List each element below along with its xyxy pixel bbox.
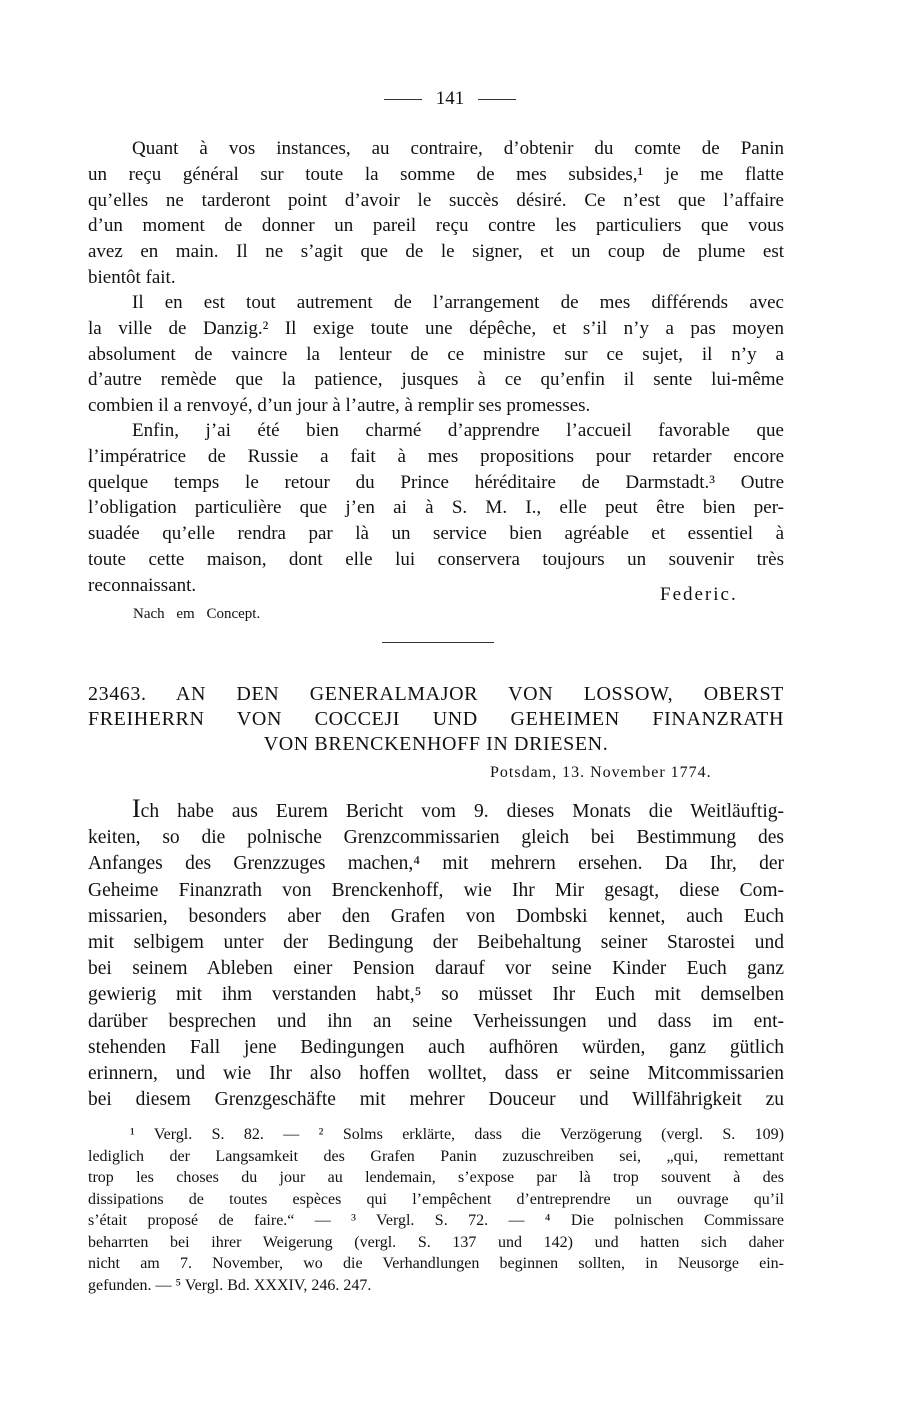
title-line: 23463. AN DEN GENERALMAJOR VON LOSSOW, OBERST [88,683,784,705]
page-number: 141 [435,88,465,109]
footnote-line: lediglich der Langsamkeit des Grafen Panin zuzuschreiben sei, „qui, remettant [88,1147,784,1165]
title-line: VON BRENCKENHOFF IN DRIESEN. [263,733,609,755]
footnote-line: s’était proposé de faire.“ — ³ Vergl. S. 72. — ⁴ Die polnischen Commissare [88,1212,784,1229]
text-line: Quant à vos instances, au contraire, d’obtenir du comte de Panin [132,138,784,159]
place-date: Potsdam, 13. November 1774. [490,764,712,781]
text-line: bientôt fait. [88,266,176,288]
text-line: Enfin, j’ai été bien charmé d’apprendre l’accueil favorable que [132,420,784,441]
text-line: d’un moment de donner un pareil reçu contre les particuliers que vous [88,215,784,237]
text-line: l’impératrice de Russie a fait à mes propositions pour retarder encore [88,445,784,467]
header-dash-left [384,99,422,100]
text-line: la ville de Danzig.² Il exige toute une dépêche, et s’il n’y a pas moyen [88,317,784,339]
text-line: toute cette maison, dont elle lui conservera toujours un souvenir très [88,548,784,570]
text-line: Geheime Finanzrath von Brenckenhoff, wie Ihr Mir gesagt, diese Com- [88,879,784,901]
footnote-line: ¹ Vergl. S. 82. — ² Solms erklärte, dass die Verzögerung (vergl. S. 109) [130,1126,784,1143]
letter1-paragraph-3 [88,418,784,599]
text-line: mit selbigem unter der Bedingung der Beibehaltung seiner Starostei und [88,932,784,954]
letter2-body [88,796,784,1113]
text-line: avez en main. Il ne s’agit que de le signer, et un coup de plume est [88,241,784,263]
footnotes [88,1124,784,1296]
header-dash-right [478,99,516,100]
text-line: Ich habe aus Eurem Bericht vom 9. dieses Monats die Weitläuftig- [132,794,784,823]
letter1-paragraph-1 [88,136,784,291]
text-line: Il en est tout autrement de l’arrangement de mes différends avec [132,292,784,313]
footnote-line: trop les choses du jour au lendemain, s’expose par là trop souvent à des [88,1169,784,1186]
footnote-line: beharrten bei ihrer Weigerung (vergl. S. 137 und 142) und hatten sich daher [88,1233,784,1251]
text-line: bei diesem Grenzgeschäfte mit mehrer Douceur und Willfährigkeit zu [88,1089,784,1111]
text-line: un reçu général sur toute la somme de mes subsides,¹ je me flatte [88,163,784,185]
footnote-line: nicht am 7. November, wo die Verhandlungen beginnen sollten, in Neusorge ein- [88,1255,784,1272]
text-line: keiten, so die polnische Grenzcommissarien gleich bei Bestimmung des [88,827,784,849]
source-note: Nach em Concept. [133,606,261,622]
text-line: absolument de vaincre la lenteur de ce ministre sur ce sujet, il n’y a [88,343,784,365]
text-line: reconnaissant. [88,574,197,596]
text-line: bei seinem Ableben einer Pension darauf vor seine Kinder Euch ganz [88,958,784,980]
footnote-line: dissipations de toutes espèces qui l’empêchent d’entreprendre un ouvrage qu’il [88,1190,784,1208]
text-line: erinnern, und wie Ihr also hoffen wolltet, dass er seine Mitcommissarien [88,1063,784,1085]
text-line: l’obligation particulière que j’en ai à S. M. I., elle peut être bien per- [88,497,784,519]
text-line: quelque temps le retour du Prince héréditaire de Darmstadt.³ Outre [88,471,784,493]
text-line: stehenden Fall jene Bedingungen auch aufhören würden, ganz gütlich [88,1036,784,1058]
text-line: qu’elles ne tarderont point d’avoir le succès désiré. Ce n’est que l’affaire [88,189,784,211]
text-line: Anfanges des Grenzzuges machen,⁴ mit mehrern ersehen. Da Ihr, der [88,853,784,875]
text-line: missarien, besonders aber den Grafen von Dombski kennet, auch Euch [88,905,784,927]
text-line: gewierig mit ihm verstanden habt,⁵ so müsset Ihr Euch mit demselben [88,984,784,1006]
text-line: suadée qu’elle rendra par là un service bien agréable et essentiel à [88,523,784,545]
letter1-paragraph-2 [88,290,784,419]
text-line: d’autre remède que la patience, jusques à ce qu’enfin il sente lui-même [88,369,784,391]
page-header [0,88,900,110]
letter2-title [88,682,784,757]
signature: Federic. [660,584,738,605]
section-divider [382,642,494,643]
footnote-line: gefunden. — ⁵ Vergl. Bd. XXXIV, 246. 247. [88,1276,372,1294]
text-line: darüber besprechen und ihn an seine Verheissungen und dass im ent- [88,1010,784,1032]
text-line: combien il a renvoyé, d’un jour à l’autre, à remplir ses promesses. [88,395,591,417]
title-line: FREIHERRN VON COCCEJI UND GEHEIMEN FINANZRATH [88,708,784,730]
